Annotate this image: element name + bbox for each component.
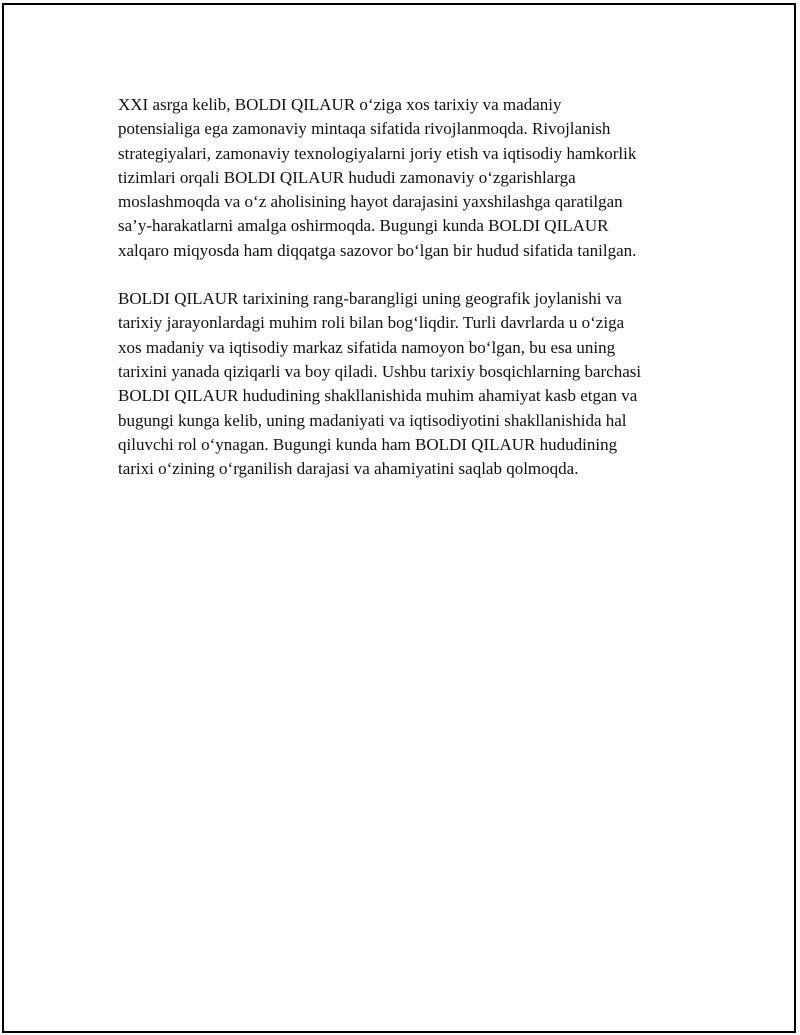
document-body (118, 93, 698, 505)
paragraph-2: BOLDI QILAUR tarixining rang-barangligi uning geografik joylanishi va tarixiy jarayonlardagi muhim roli bilan bog‘liqdir. Turli davrlarda u o‘ziga xos madaniy va iqtisodiy markaz sifatida namoyon bo‘lgan, bu esa uning tarixini yanada qiziqarli va boy qiladi. Ushbu tarixiy bosqichlarning barchasi BOLDI QILAUR hududining shakllanishida muhim ahamiyat kasb etgan va bugungi kunga kelib, uning madaniyati va iqtisodiyotini shakllanishida hal qiluvchi rol o‘ynagan. Bugungi kunda ham BOLDI QILAUR hududining tarixi o‘zining o‘rganilish darajasi va ahamiyatini saqlab qolmoqda. (118, 289, 642, 479)
paragraph-1: XXI asrga kelib, BOLDI QILAUR o‘ziga xos tarixiy va madaniy potensialiga ega zamonaviy mintaqa sifatida rivojlanmoqda. Rivojlanish strategiyalari, zamonaviy texnologiyalarni joriy etish va iqtisodiy hamkorlik tizimlari orqali BOLDI QILAUR hududi zamonaviy o‘zgarishlarga moslashmoqda va o‘z aholisining hayot darajasini yaxshilashga qaratilgan sa’y-harakatlarni amalga oshirmoqda. Bugungi kunda BOLDI QILAUR xalqaro miqyosda ham diqqatga sazovor bo‘lgan bir hudud sifatida tanilgan. (118, 95, 637, 260)
